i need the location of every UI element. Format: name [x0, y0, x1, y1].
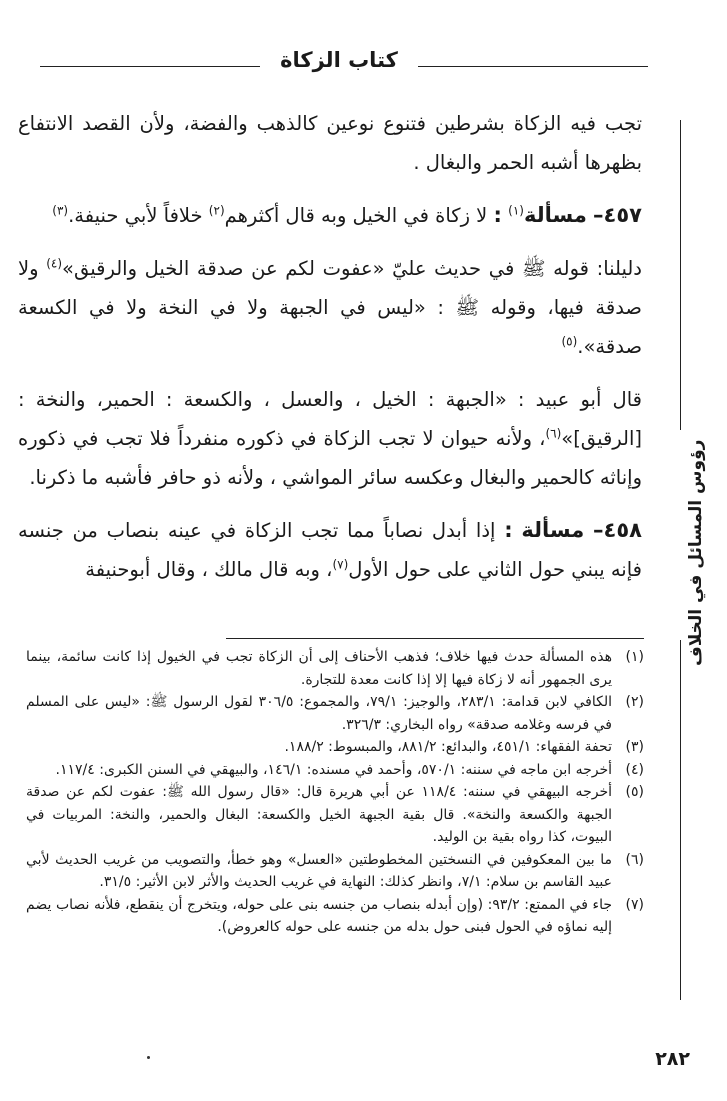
- footnote-number: (٤): [625, 761, 644, 778]
- header-rule-left: [40, 66, 260, 67]
- footnote: [26, 646, 644, 691]
- footnote-text: ما بين المعكوفين في النسختين المخطوطتين «العسل» وهو خطأ، والتصويب من غريب الحديث لأبي عبيد القاسم بن سلام: ٧/١، وانظر كذلك: النهاية في غريب الحديث والأثر لابن الأثير: ٣١/٥.: [26, 851, 612, 890]
- issue-colon: :: [493, 203, 502, 227]
- footnote-ref: (٧): [332, 557, 349, 572]
- issue-label: مسألة: [523, 203, 587, 227]
- issue-number: ٤٥٧–: [593, 203, 642, 227]
- footnote-text: هذه المسألة حدث فيها خلاف؛ فذهب الأحناف إلى أن الزكاة تجب في الخيول إذا كانت سائمة، بينما يرى الجمهور أنه لا زكاة فيها إلا إذا كانت معدة للتجارة.: [26, 649, 612, 688]
- footnote: [26, 691, 644, 736]
- issue-number: ٤٥٨–: [593, 518, 642, 542]
- running-header-title: كتاب الزكاة: [280, 48, 398, 72]
- main-text: [18, 104, 642, 603]
- footnote-number: (٦): [625, 851, 644, 868]
- issue-label: مسألة: [521, 518, 585, 542]
- footnote: [26, 894, 644, 939]
- footnote: [26, 781, 644, 849]
- evidence-text: دليلنا: قوله ﷺ في حديث عليّ «عفوت لكم عن صدقة الخيل والرقيق»: [62, 257, 642, 280]
- footnote-ref: (٥): [561, 334, 578, 349]
- quote-text: ، ولأنه حيوان لا تجب الزكاة في ذكوره منفرداً فلا تجب في ذكوره وإناثه كالحمير والبغال وعكسه سائر المواشي ، ولأنه ذو حافر فأشبه ما ذكرنا.: [18, 427, 642, 489]
- footnote-number: (٢): [625, 694, 644, 710]
- footnotes: [26, 646, 644, 939]
- issue-457-paragraph: [18, 196, 642, 235]
- evidence-paragraph: [18, 249, 642, 366]
- footnote-separator: [226, 638, 644, 639]
- issue-text: ، وبه قال مالك ، وقال أبوحنيفة: [85, 558, 333, 581]
- evidence-text: ولا صدقة فيها، وقوله ﷺ : «ليس في الجبهة ولا في النخة ولا في الكسعة صدقة».: [18, 257, 642, 358]
- footnote: [26, 759, 644, 782]
- footnote-text: جاء في الممتع: ٩٣/٢: (وإن أبدله بنصاب من جنسه بنى على حوله، ويتخرج أن ينقطع، فلأنه نصاب يضم إليه نماؤه في الحول فبنى حول بدله من جنسه على حوله كالعروض).: [26, 896, 612, 935]
- footnote-text: الكافي لابن قدامة: ٢٨٣/١، والوجيز: ٧٩/١، والمجموع: ٣٠٦/٥ لقول الرسول ﷺ: «ليس على المسلم في فرسه وغلامه صدقة» رواه البخاري: ٣٢٦/٣.: [26, 694, 612, 733]
- footnote-text: أخرجه ابن ماجه في سننه: ٥٧٠/١، وأحمد في مسنده: ١٤٦/١، والبيهقي في السنن الكبرى: ١١٧/٤.: [55, 761, 612, 778]
- footnote-ref: (٣): [52, 203, 69, 218]
- intro-text: تجب فيه الزكاة بشرطين فتنوع نوعين كالذهب والفضة، ولأن القصد الانتفاع بظهرها أشبه الحمر والبغال .: [18, 112, 642, 174]
- issue-text: خلافاً لأبي حنيفة.: [68, 204, 209, 227]
- footnote-number: (٧): [625, 896, 644, 913]
- footnote-number: (٥): [625, 784, 644, 800]
- page-number: ٢٨٢: [655, 1048, 690, 1070]
- issue-458-paragraph: [18, 511, 642, 589]
- footnote-ref: (٦): [545, 426, 562, 441]
- issue-text: لا زكاة في الخيل وبه قال أكثرهم: [224, 204, 494, 227]
- issue-colon: :: [504, 518, 513, 542]
- footnote-ref: (١): [508, 203, 524, 218]
- footnote-text: أخرجه البيهقي في سننه: ١١٨/٤ عن أبي هريرة قال: «قال رسول الله ﷺ: عفوت لكم عن صدقة الجبهة والكسعة والنخة». قال بقية الجبهة الخيل والكسعة: البغال والحمير، والنخة: المربيات في البيوت، كذا رواه بقية بن الوليد.: [26, 784, 612, 845]
- footnote-number: (٣): [625, 739, 644, 755]
- footnote-ref: (٢): [208, 203, 225, 218]
- header-rule-right: [418, 66, 648, 67]
- footnote-text: تحفة الفقهاء: ٤٥١/١، والبدائع: ٨٨١/٢، والمبسوط: ١٨٨/٢.: [284, 739, 612, 755]
- print-speck: [147, 1056, 150, 1059]
- quote-text: قال أبو عبيد : «الجبهة : الخيل ، والعسل ، والكسعة : الحمير، والنخة : [الرقيق]»: [18, 388, 642, 450]
- issue-text: إذا أبدل نصاباً مما تجب الزكاة في عينه بنصاب من جنسه فإنه يبني حول الثاني على حول الأول: [18, 519, 642, 581]
- footnote-number: (١): [625, 649, 644, 665]
- intro-paragraph: [18, 104, 642, 182]
- side-running-title: رؤوس المسائل في الخلاف: [686, 440, 706, 667]
- footnote: [26, 736, 644, 759]
- footnote: [26, 849, 644, 894]
- footnote-ref: (٤): [46, 256, 63, 271]
- abu-ubaid-paragraph: [18, 380, 642, 497]
- side-rule-top: [680, 120, 681, 430]
- side-rule-bottom: [680, 640, 681, 1000]
